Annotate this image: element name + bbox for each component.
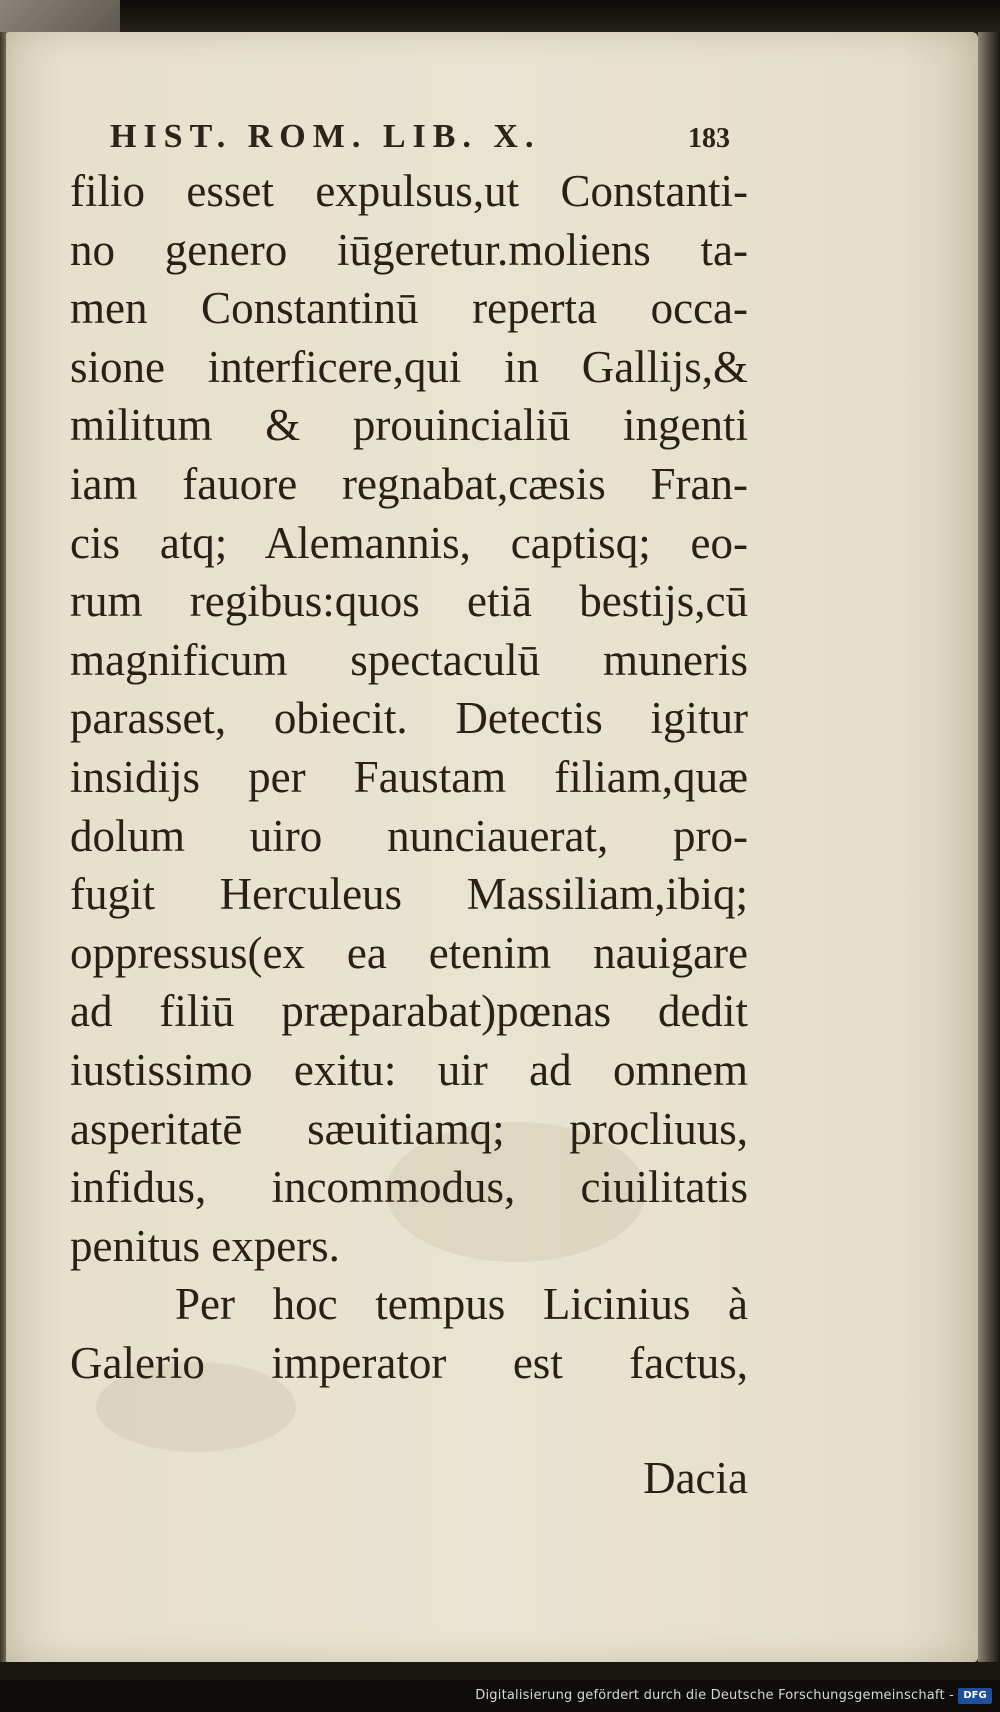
- text-line: asperitatē sæuitiamq; procliuus,: [70, 1103, 748, 1154]
- text-line: insidijs per Faustam filiam,quæ: [70, 751, 748, 802]
- page-right-edge: [978, 32, 1000, 1662]
- running-head-title: HIST. ROM. LIB. X.: [110, 118, 541, 155]
- text-line: oppressus(ex ea etenim nauigare: [70, 927, 748, 978]
- digitization-credit: Digitalisierung gefördert durch die Deutsche Forschungsgemeinschaft -: [475, 1688, 954, 1703]
- text-line: infidus, incommodus, ciuilitatis: [70, 1162, 748, 1213]
- text-line: iustissimo exitu: uir ad omnem: [70, 1044, 748, 1095]
- text-line: iam fauore regnabat,cæsis Fran-: [70, 458, 748, 509]
- catchword: Dacia: [643, 1453, 748, 1503]
- text-line: sione interficere,qui in Gallijs,&: [70, 341, 748, 392]
- text-line: men Constantinū reperta occa-: [70, 283, 748, 334]
- text-line: fugit Herculeus Massiliam,ibiq;: [70, 869, 748, 920]
- text-line: dolum uiro nunciauerat, pro-: [70, 810, 748, 861]
- text-line: militum & prouincialiū ingenti: [70, 400, 748, 451]
- text-line: cis atq; Alemannis, captisq; eo-: [70, 517, 748, 568]
- paragraph-line: Galerio imperator est factus,: [70, 1337, 748, 1388]
- text-line: rum regibus:quos etiā bestijs,cū: [70, 576, 748, 627]
- running-head: [110, 118, 730, 156]
- text-line: filio esset expulsus,ut Constanti-: [70, 166, 748, 216]
- main-text: [70, 162, 748, 1392]
- paragraph-line: Per hoc tempus Licinius à: [175, 1279, 748, 1330]
- text-line: penitus expers.: [70, 1220, 340, 1271]
- text-line: parasset, obiecit. Detectis igitur: [70, 693, 748, 744]
- dfg-logo: DFG: [958, 1688, 992, 1704]
- page-number: 183: [688, 123, 730, 154]
- text-line: ad filiū præparabat)pœnas dedit: [70, 986, 748, 1037]
- text-line: no genero iūgeretur.moliens ta-: [70, 224, 748, 275]
- text-line: magnificum spectaculū muneris: [70, 634, 748, 685]
